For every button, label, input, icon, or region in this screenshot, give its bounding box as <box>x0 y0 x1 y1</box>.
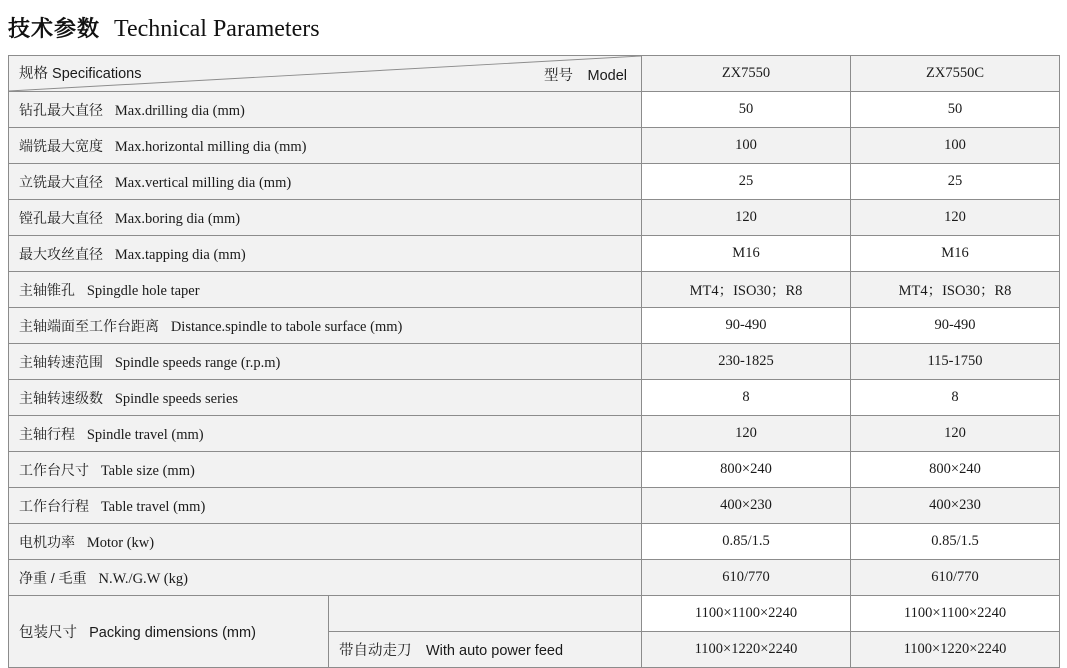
packing-label <box>9 596 329 668</box>
row-label-en: Max.vertical milling dia (mm) <box>114 174 292 191</box>
row-label-cn: 钻孔最大直径 <box>19 101 111 118</box>
row-label-en: Max.tapping dia (mm) <box>114 246 246 263</box>
row-value-2: M16 <box>851 236 1060 272</box>
row-value-2: 115-1750 <box>851 344 1060 380</box>
header-spec-model-cell <box>9 56 642 92</box>
row-label <box>9 128 642 164</box>
page-title-cn: 技术参数 <box>8 16 101 41</box>
row-label-en: Table size (mm) <box>100 462 195 479</box>
header-model-label: 型号 Model <box>544 68 627 84</box>
row-label <box>9 308 642 344</box>
row-label-cn: 端铣最大宽度 <box>19 137 111 154</box>
row-value-1: 50 <box>642 92 851 128</box>
table-row <box>9 128 1060 164</box>
row-value-1: 230-1825 <box>642 344 851 380</box>
row-label <box>9 200 642 236</box>
row-label-en: N.W./G.W (kg) <box>98 570 188 587</box>
row-label-cn: 主轴端面至工作台距离 <box>19 317 167 334</box>
row-value-2: 120 <box>851 200 1060 236</box>
table-row <box>9 488 1060 524</box>
row-label-en: Max.drilling dia (mm) <box>114 102 245 119</box>
row-label-cn: 主轴行程 <box>19 425 83 442</box>
row-value-2: 120 <box>851 416 1060 452</box>
header-model-1: ZX7550 <box>642 56 851 92</box>
row-label <box>9 164 642 200</box>
packing-value-2-1: 1100×1220×2240 <box>642 632 851 668</box>
table-row <box>9 380 1060 416</box>
row-label <box>9 452 642 488</box>
row-label <box>9 236 642 272</box>
row-value-2: 8 <box>851 380 1060 416</box>
table-row <box>9 92 1060 128</box>
row-value-2: 25 <box>851 164 1060 200</box>
row-label <box>9 344 642 380</box>
row-label <box>9 416 642 452</box>
table-header-row <box>9 56 1060 92</box>
row-label-cn: 工作台尺寸 <box>19 461 97 478</box>
row-label <box>9 380 642 416</box>
table-row <box>9 308 1060 344</box>
header-specifications-label: 规格 Specifications <box>19 66 142 82</box>
table-row <box>9 416 1060 452</box>
row-label <box>9 560 642 596</box>
row-value-2: 610/770 <box>851 560 1060 596</box>
row-label-en: Max.horizontal milling dia (mm) <box>114 138 307 155</box>
page-title <box>0 0 1067 51</box>
row-value-2: 100 <box>851 128 1060 164</box>
row-label-en: Spindle travel (mm) <box>86 426 204 443</box>
table-row <box>9 236 1060 272</box>
row-label <box>9 488 642 524</box>
packing-value-1-2: 1100×1100×2240 <box>851 596 1060 632</box>
packing-sub-label-2: 带自动走刀 With auto power feed <box>329 632 642 668</box>
row-label-cn: 工作台行程 <box>19 497 97 514</box>
row-value-2: 800×240 <box>851 452 1060 488</box>
packing-label-cn: 包装尺寸 <box>19 625 86 641</box>
packing-sub-label-1 <box>329 596 642 632</box>
row-label-en: Table travel (mm) <box>100 498 206 515</box>
table-row <box>9 164 1060 200</box>
row-label-en: Spindle speeds series <box>114 390 239 407</box>
row-value-1: M16 <box>642 236 851 272</box>
row-value-2: 400×230 <box>851 488 1060 524</box>
row-label-cn: 主轴锥孔 <box>19 281 83 298</box>
row-label-cn: 主轴转速级数 <box>19 389 111 406</box>
row-value-2: 90-490 <box>851 308 1060 344</box>
row-label-en: Spingdle hole taper <box>86 282 200 299</box>
row-value-1: 8 <box>642 380 851 416</box>
row-value-2: MT4；ISO30；R8 <box>851 272 1060 308</box>
row-label-cn: 电机功率 <box>19 533 83 550</box>
row-label-en: Distance.spindle to tabole surface (mm) <box>170 318 403 335</box>
row-value-1: 400×230 <box>642 488 851 524</box>
row-value-1: MT4；ISO30；R8 <box>642 272 851 308</box>
row-value-1: 800×240 <box>642 452 851 488</box>
packing-value-2-2: 1100×1220×2240 <box>851 632 1060 668</box>
packing-value-1-1: 1100×1100×2240 <box>642 596 851 632</box>
packing-label-en: Packing dimensions (mm) <box>89 625 256 641</box>
row-value-1: 120 <box>642 200 851 236</box>
table-row <box>9 452 1060 488</box>
row-label-en: Spindle speeds range (r.p.m) <box>114 354 281 371</box>
row-value-2: 50 <box>851 92 1060 128</box>
row-label-cn: 主轴转速范围 <box>19 353 111 370</box>
row-label-en: Max.boring dia (mm) <box>114 210 241 227</box>
table-row <box>9 200 1060 236</box>
row-value-1: 120 <box>642 416 851 452</box>
row-label-cn: 最大攻丝直径 <box>19 245 111 262</box>
table-row <box>9 344 1060 380</box>
table-row <box>9 560 1060 596</box>
row-value-2: 0.85/1.5 <box>851 524 1060 560</box>
specifications-table <box>8 55 1060 668</box>
packing-row-1 <box>9 596 1060 632</box>
row-label-cn: 立铣最大直径 <box>19 173 111 190</box>
table-row <box>9 524 1060 560</box>
row-label-cn: 净重 / 毛重 <box>19 569 95 586</box>
row-label <box>9 524 642 560</box>
row-value-1: 0.85/1.5 <box>642 524 851 560</box>
header-model-2: ZX7550C <box>851 56 1060 92</box>
row-value-1: 90-490 <box>642 308 851 344</box>
row-label-cn: 镗孔最大直径 <box>19 209 111 226</box>
row-value-1: 610/770 <box>642 560 851 596</box>
row-label-en: Motor (kw) <box>86 534 155 551</box>
row-label <box>9 272 642 308</box>
table-row <box>9 272 1060 308</box>
row-value-1: 100 <box>642 128 851 164</box>
page-title-en: Technical Parameters <box>114 16 320 42</box>
row-value-1: 25 <box>642 164 851 200</box>
row-label <box>9 92 642 128</box>
